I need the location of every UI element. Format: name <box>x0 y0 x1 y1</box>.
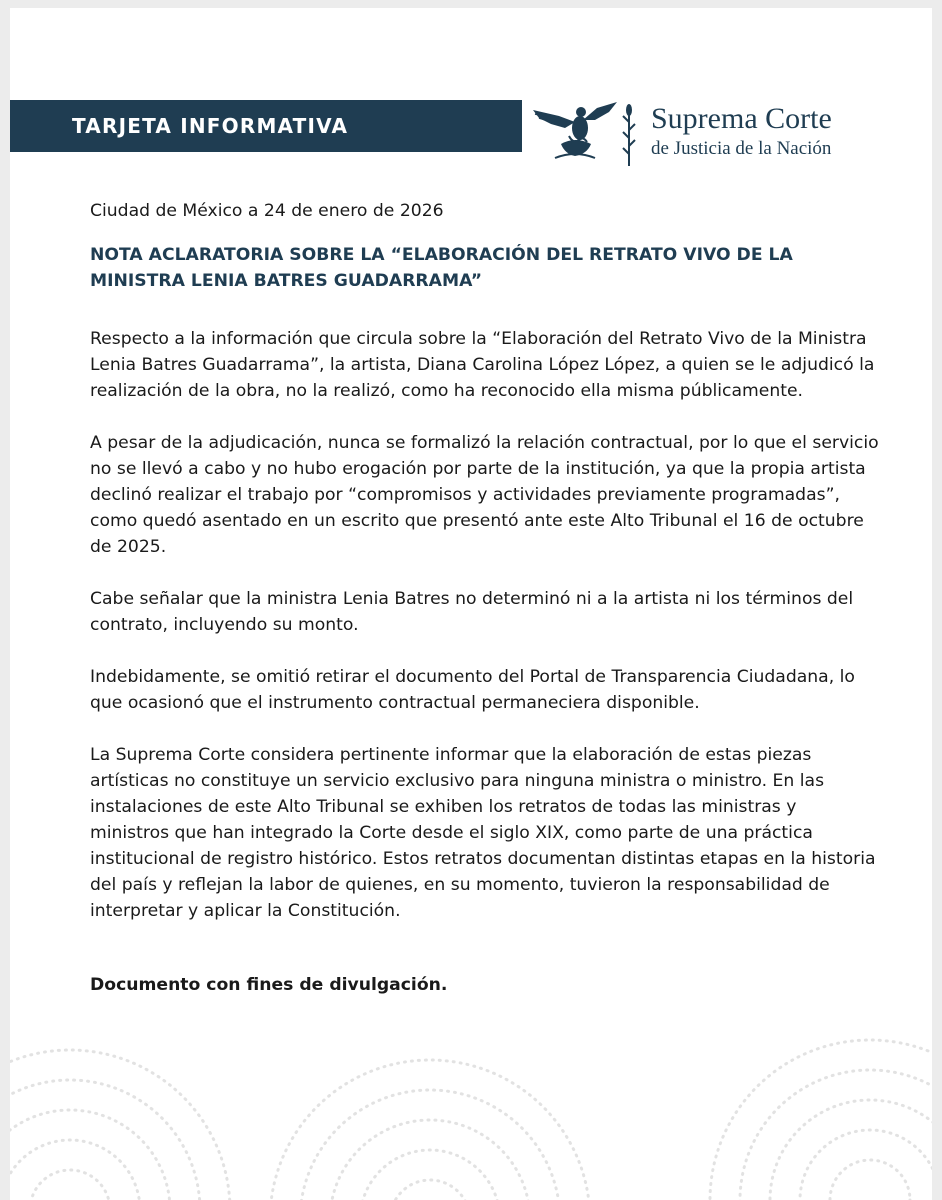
document-date: Ciudad de México a 24 de enero de 2026 <box>90 201 444 221</box>
institution-name-line1: Suprema Corte <box>651 102 832 135</box>
footer-note: Documento con fines de divulgación. <box>90 975 448 995</box>
paragraph: Cabe señalar que la ministra Lenia Batres no determinó ni a la artista ni los términos del contrato, incluyendo su monto. <box>90 589 854 635</box>
header-banner <box>10 100 522 152</box>
eagle-emblem-icon <box>525 96 645 168</box>
document-body <box>90 198 880 998</box>
paragraph: Respecto a la información que circula sobre la “Elaboración del Retrato Vivo de la Ministra Lenia Batres Guadarrama”, la artista, Diana Carolina López López, a quien se le adjudicó la realización de la obra, no la realizó, como ha reconocido ella misma públicamente. <box>90 329 875 401</box>
paragraph: Indebidamente, se omitió retirar el documento del Portal de Transparencia Ciudadana, lo que ocasionó que el instrumento contractual permaneciera disponible. <box>90 667 855 713</box>
institution-name-line2: de Justicia de la Nación <box>651 138 832 159</box>
document-page <box>10 8 932 1200</box>
paragraph: A pesar de la adjudicación, nunca se formalizó la relación contractual, por lo que el servicio no se llevó a cabo y no hubo erogación por parte de la institución, ya que la propia artista declinó realizar el trabajo por “compromisos y actividades previamente programadas”, como quedó asentado en un escrito que presentó ante este Alto Tribunal el 16 de octubre de 2025. <box>90 433 879 557</box>
header-title: TARJETA INFORMATIVA <box>72 114 349 138</box>
institution-logo <box>525 96 855 168</box>
document-title: NOTA ACLARATORIA SOBRE LA “ELABORACIÓN DEL RETRATO VIVO DE LA MINISTRA LENIA BATRES GUADARRAMA” <box>90 245 793 291</box>
paragraph: La Suprema Corte considera pertinente informar que la elaboración de estas piezas artísticas no constituye un servicio exclusivo para ninguna ministra o ministro. En las instalaciones de este Alto Tribunal se exhiben los retratos de todas las ministras y ministros que han integrado la Corte desde el siglo XIX, como parte de una práctica institucional de registro histórico. Estos retratos documentan distintas etapas en la historia del país y reflejan la labor de quienes, en su momento, tuvieron la responsabilidad de interpretar y aplicar la Constitución. <box>90 745 876 921</box>
